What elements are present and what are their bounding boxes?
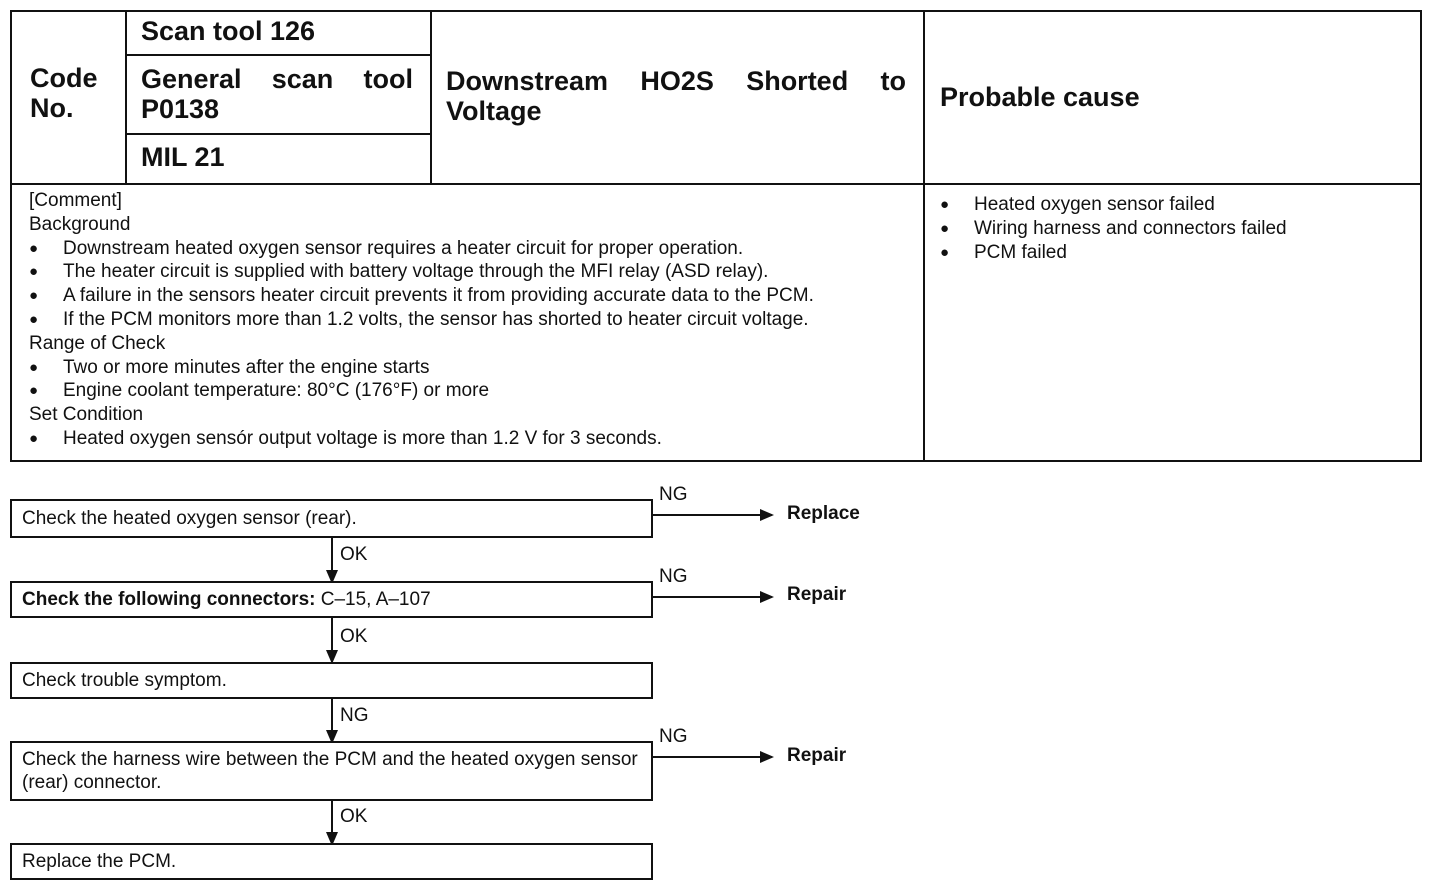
step1-ng-arrow bbox=[652, 514, 772, 516]
step4-ng-arrow bbox=[652, 756, 772, 758]
step1-ok-label: OK bbox=[340, 544, 368, 565]
header-divider bbox=[10, 183, 1422, 185]
range-heading: Range of Check bbox=[29, 332, 166, 354]
flow-step-2-bold: Check the following connectors: bbox=[22, 589, 316, 610]
step3-ng-arrow bbox=[331, 699, 333, 742]
step2-ng-label: NG bbox=[659, 566, 688, 587]
flow-step-5-text: Replace the PCM. bbox=[22, 851, 177, 872]
step4-ok-label: OK bbox=[340, 806, 368, 827]
probable-cause-list bbox=[940, 193, 1410, 264]
scan-tool-code: Scan tool 126 bbox=[141, 16, 316, 46]
step1-ng-label: NG bbox=[659, 484, 688, 505]
general-scan-tool-code: General scan tool P0138 bbox=[141, 64, 413, 124]
set-condition-heading: Set Condition bbox=[29, 404, 144, 426]
list-item: ● Two or more minutes after the engine starts bbox=[29, 356, 914, 380]
flow-step-1-text: Check the heated oxygen sensor (rear). bbox=[22, 508, 357, 529]
scan-row-divider-2 bbox=[125, 133, 431, 135]
step2-ok-arrow bbox=[331, 618, 333, 662]
background-list bbox=[29, 237, 914, 332]
comment-tag: [Comment] bbox=[29, 190, 122, 211]
flow-step-5 bbox=[10, 843, 653, 880]
background-heading: Background bbox=[29, 213, 131, 235]
flow-step-3-text: Check trouble symptom. bbox=[22, 670, 227, 691]
step3-ng-label: NG bbox=[340, 705, 369, 726]
flow-step-2 bbox=[10, 581, 653, 618]
scan-col-divider bbox=[430, 10, 432, 184]
repair-action-1: Repair bbox=[787, 584, 847, 605]
code-no-label: Code No. bbox=[30, 63, 98, 123]
set-condition-list bbox=[29, 427, 914, 451]
list-item: ● Wiring harness and connectors failed bbox=[940, 217, 1410, 241]
cause-col-divider bbox=[923, 10, 925, 462]
probable-cause-block bbox=[940, 193, 1410, 264]
code-col-divider bbox=[125, 10, 127, 184]
list-item: ● A failure in the sensors heater circuit prevents it from providing accurate data to the PCM. bbox=[29, 284, 914, 308]
flow-step-1 bbox=[10, 499, 653, 538]
step1-ok-arrow bbox=[331, 538, 333, 582]
dtc-title: Downstream HO2S Shorted to Voltage bbox=[446, 66, 906, 126]
step2-ng-arrow bbox=[652, 596, 772, 598]
list-item: ● Engine coolant temperature: 80°C (176°F) or more bbox=[29, 379, 914, 403]
probable-cause-heading: Probable cause bbox=[940, 82, 1140, 112]
step2-ok-label: OK bbox=[340, 626, 368, 647]
list-item: ● Heated oxygen sensór output voltage is more than 1.2 V for 3 seconds. bbox=[29, 427, 914, 451]
repair-action-2: Repair bbox=[787, 745, 847, 766]
flow-step-2-text bbox=[22, 588, 431, 611]
list-item: ● The heater circuit is supplied with battery voltage through the MFI relay (ASD relay). bbox=[29, 260, 914, 284]
flow-step-2-connectors: C–15, A–107 bbox=[315, 589, 431, 610]
step4-ok-arrow bbox=[331, 801, 333, 844]
list-item: ● Heated oxygen sensor failed bbox=[940, 193, 1410, 217]
list-item: ● PCM failed bbox=[940, 241, 1410, 265]
flow-step-4 bbox=[10, 741, 653, 801]
flow-step-3 bbox=[10, 662, 653, 699]
replace-action: Replace bbox=[787, 503, 860, 524]
list-item: ● Downstream heated oxygen sensor requires a heater circuit for proper operation. bbox=[29, 237, 914, 261]
list-item: ● If the PCM monitors more than 1.2 volts, the sensor has shorted to heater circuit voltage. bbox=[29, 308, 914, 332]
scan-row-divider-1 bbox=[125, 54, 431, 56]
mil-code: MIL 21 bbox=[141, 142, 225, 172]
flow-step-4-text: Check the harness wire between the PCM and the heated oxygen sensor (rear) connector. bbox=[22, 749, 638, 793]
comment-block bbox=[29, 189, 914, 451]
range-list bbox=[29, 356, 914, 404]
step4-ng-label: NG bbox=[659, 726, 688, 747]
